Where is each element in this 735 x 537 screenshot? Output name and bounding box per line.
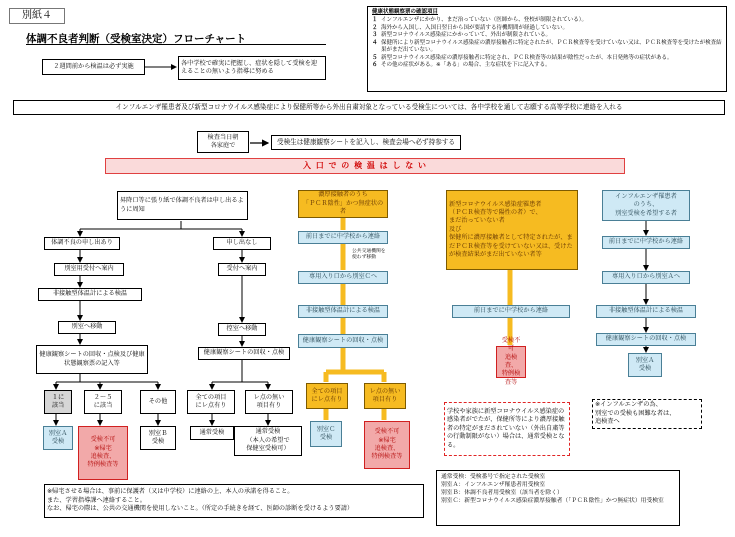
col4-step1: 前日までに中学校から連絡 (602, 236, 690, 249)
criteria-text: 保健所により新型コロナウイルス感染症の濃厚接触者に特定されたが、ＰＣＲ検査等を受けていない又は、ＰＣＲ検査等を受けたが検査結果がまだ出ていない。 (381, 39, 722, 54)
attachment-label: 別紙４ (9, 8, 65, 24)
col2-step1: 前日までに中学校から連絡 (298, 231, 388, 244)
col4-step2: 専用入り口から別室Ａへ (602, 271, 690, 284)
col2-step2: 専用入り口から別室Ｃへ (298, 271, 388, 284)
footer-note: ※帰宅させる場合は、事前に保護者（又は中学校）に連絡の上、本人の承諾を得ること。 また、学習指導課へ連絡すること。 なお、帰宅の際は、公共の交通機関を使用しないこと。（所定の手続きを経て、医師の診断を受けるよう要請） (44, 484, 424, 518)
criteria-panel (367, 6, 727, 92)
exam-day-instruction: 受検生は健康観察シートを記入し、検査会場へ必ず持参する (271, 135, 461, 150)
legend-panel (436, 470, 680, 526)
legend-item: 通常受検：受検番号で指定された受検室 (441, 474, 546, 480)
col4-step3: 非接触型体温計による検温 (596, 305, 696, 318)
criteria-item (372, 55, 722, 62)
criteria-item (372, 40, 722, 55)
col2-title: 濃厚接触者のうち 「ＰＣＲ陰性」かつ無症状の者 (298, 190, 388, 218)
legend-item: 別室Ａ：インフルエンザ罹患者用受検室 (441, 482, 546, 489)
criteria-item (372, 62, 722, 69)
col4-note: ※インフルエンザの為、 別室での受検も困難な者は、 追検査へ (592, 399, 702, 429)
col1-yes-step3: 別室へ移動 (58, 321, 116, 334)
page-title: 体調不良者判断（受検室決定）フローチャート (26, 31, 326, 45)
col1-yes-step2: 非接触型体温計による検温 (38, 288, 142, 301)
col1-no-option-2: レ点の無い 項目有り (245, 390, 293, 414)
col1-no-step1: 受付へ案内 (218, 263, 266, 276)
col2-option-2: レ点の無い 項目有り (364, 383, 406, 409)
criteria-num: ３ (372, 32, 378, 39)
contact-banner: インフルエンザ罹患者及び新型コロナウイルス感染症により保健所等から外出自粛対象となっている受検生については、各中学校を通して志願する高等学校に連絡を入れる (13, 100, 725, 115)
col1-no-step2: 控室へ移動 (218, 323, 266, 336)
col1-option-3: その他 (140, 390, 176, 414)
col2-result-room-c: 別室Ｃ 受検 (310, 421, 342, 447)
col4-title: インフルエンザ罹患者 のうち、 別室受検を希望する者 (602, 190, 690, 221)
col1-no-result-normal-option: 通常受検 （本人の希望で 保健室受検可） (234, 426, 302, 456)
col1-yes-step4: 健康観察シートの回収・点検及び健康状態観察票の記入等 (36, 345, 148, 374)
col2-step3: 非接触型体温計による検温 (298, 305, 388, 318)
col1-yes-branch: 体調不良の申し出あり (44, 237, 120, 250)
exam-day-label: 検査当日朝 各家庭で (197, 131, 249, 153)
criteria-heading: 健康状態観察票の確認項目 (372, 9, 439, 15)
criteria-text: 新型コロナウイルス感染症の濃厚接触者に特定され、ＰＣＲ検査等の結果が陰性だったが、本日発熱等の症状がある。 (381, 54, 673, 61)
criteria-item (372, 32, 722, 39)
col1-no-step3: 健康観察シートの回収・点検 (198, 347, 290, 360)
col2-option-1: 全ての項目 にレ点有り (306, 383, 348, 409)
legend-item: 別室Ｂ：体調不良者用受検室（該当者を除く） (441, 490, 563, 497)
col2-step4: 健康観察シートの回収・点検 (298, 334, 388, 348)
criteria-num: ４ (372, 39, 378, 46)
col1-no-branch: 申し出なし (213, 237, 271, 250)
col1-result-room-a: 別室Ａ 受検 (43, 426, 73, 450)
pre-exam-days-box: ２週間前から検温は必ず実施 (42, 59, 145, 75)
col1-result-room-b: 別室Ｂ 受検 (140, 426, 176, 450)
criteria-text: 新型コロナウイルス感染症にかかっていて、外出が制限されている。 (381, 32, 552, 39)
entrance-banner: 入 口 で の 検 温 は し な い (105, 158, 625, 174)
col3-note: 学校や家族に新型コロナウイルス感染症の感染者がでたが、保健所等により濃厚接触者の特定がまだされていない（外出自粛等の行動制限がない）場合は、通常受検となる。 (444, 402, 570, 456)
col3-step1: 前日までに中学校から連絡 (452, 305, 570, 318)
col1-option-2: ２～５ に該当 (84, 390, 122, 414)
col4-step4: 健康観察シートの回収・点検 (596, 333, 696, 346)
col1-result-not-allowed: 受検不可 ※帰宅 追検査、 特例検査等 (78, 426, 128, 480)
criteria-text: 海外から入国し、入国日翌日から国が要請する待機期間が経過していない。 (381, 24, 569, 31)
col1-no-option-1: 全ての項目 にレ点有り (187, 390, 235, 414)
col1-top-notice: 昇降口等に張り紙で体調不良者は申し出るように周知 (117, 191, 248, 220)
col3-result-not-allowed: 受検不可 追検査、 特例検査等 (496, 346, 526, 378)
col2-result-not-allowed: 受検不可 ※帰宅 追検査、 特例検査等 (364, 421, 410, 469)
criteria-text: その他の症状がある。※「ある」の場合、主な症状を下に記入する。 (381, 61, 551, 68)
criteria-num: １ (372, 17, 378, 24)
criteria-text: インフルエンザにかかり、まだ治っていない（医師から、登校が制限されている）。 (381, 17, 588, 24)
col1-option-1: １に 該当 (44, 390, 72, 414)
criteria-item (372, 17, 722, 24)
col1-no-result-normal: 通常受検 (190, 426, 234, 440)
col4-result-room-a: 別室Ａ 受検 (628, 353, 662, 377)
criteria-num: ２ (372, 24, 378, 31)
criteria-num: ６ (372, 61, 378, 68)
col1-yes-step1: 別室用受付へ案内 (54, 263, 124, 276)
col2-transport-note: 公共交通機関を 使わず移動 (352, 249, 386, 261)
pre-exam-note-box: 各中学校で確実に把握し、症状を隠して受検を迎えることの無いよう指導に努める (178, 56, 326, 80)
criteria-num: ５ (372, 54, 378, 61)
col3-title: 新型コロナウイルス感染症罹患者 （ＰＣＲ検査等で陽性の者）で、 まだ治っていない者 及び 保健所に濃厚接触者として特定されたが、まだＰＣＲ検査等を受けていない又は、受けたが検査結果がまだ出ていない者等 (446, 190, 578, 270)
legend-item: 別室Ｃ：新型コロナウイルス感染症濃厚接触者（「ＰＣＲ陰性」かつ無症状）用受検室 (441, 498, 664, 505)
